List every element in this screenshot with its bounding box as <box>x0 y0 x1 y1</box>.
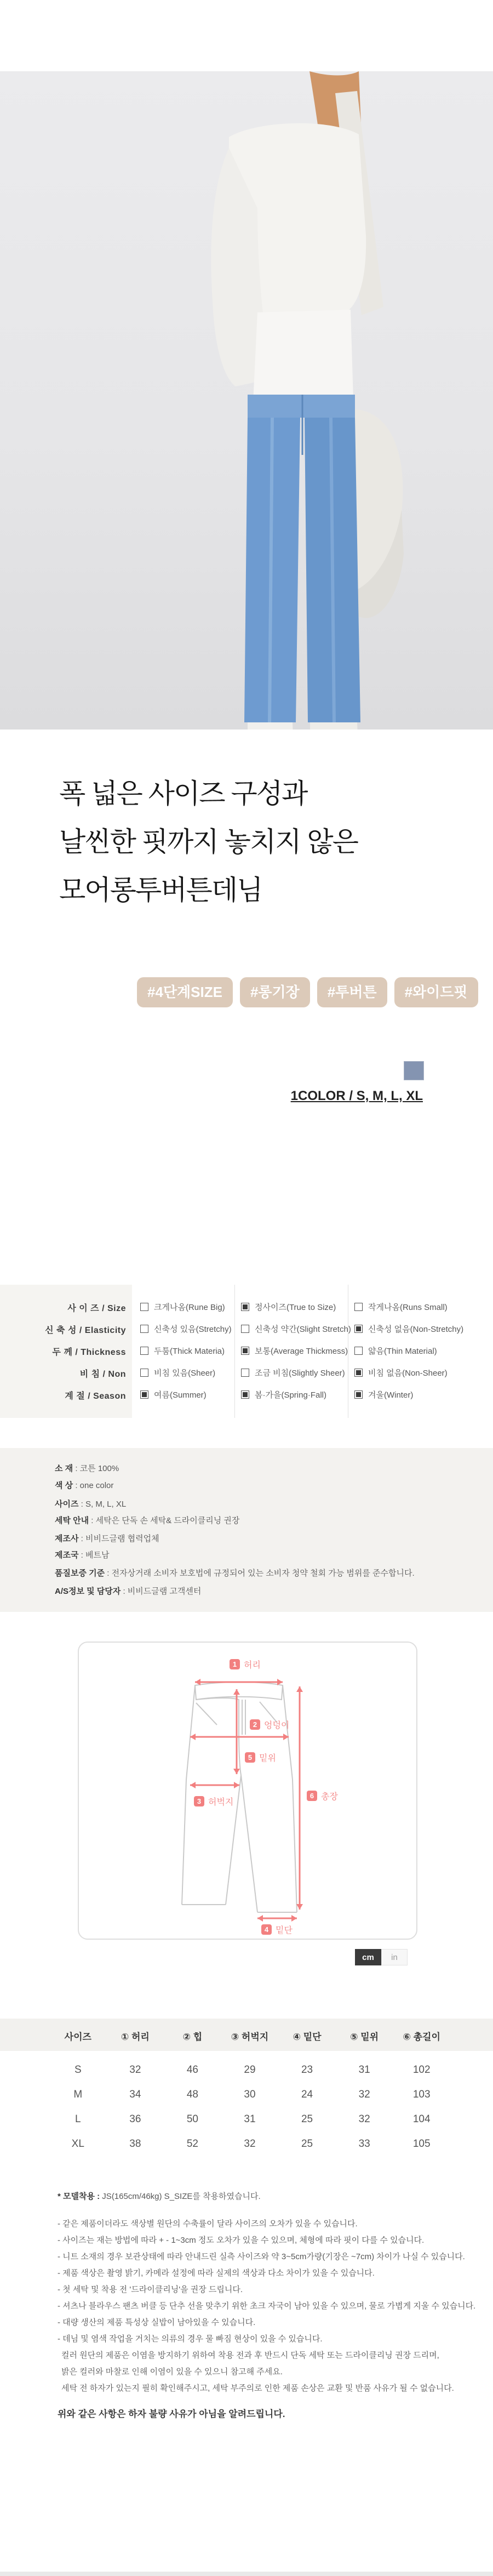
notice-line: - 니트 소재의 경우 보관상태에 따라 안내드린 실측 사이즈와 약 3~5cm가량(기장은 ~7cm) 차이가 나실 수 있습니다. <box>58 2252 465 2261</box>
checkbox-icon <box>140 1325 148 1333</box>
checkbox-icon <box>354 1325 363 1333</box>
product-title <box>59 770 454 914</box>
spec-option: 비침 있음(Sheer) <box>140 1367 215 1378</box>
info-material: 소 재 : 코튼 100% <box>55 1464 119 1473</box>
spec-option: 신축성 없음(Non-Stretchy) <box>354 1323 463 1335</box>
unit-toggle-in[interactable]: in <box>381 1949 408 1965</box>
spec-option: 정사이즈(True to Size) <box>241 1301 336 1313</box>
hashtag-badge-long: #롱기장 <box>240 977 310 1007</box>
info-as-contact: A/S정보 및 담당자 : 비비드글램 고객센터 <box>55 1587 202 1596</box>
final-disclaimer: 위와 같은 사항은 하자 불량 사유가 아님을 알려드립니다. <box>58 2409 285 2419</box>
hashtag-badge-size: #4단계SIZE <box>137 977 233 1007</box>
spec-row-label: 두 께 / Thickness <box>52 1348 126 1357</box>
product-title-line3: 모어롱투버튼데님 <box>59 875 262 905</box>
checkbox-icon <box>241 1347 249 1355</box>
spec-option: 신축성 약간(Slight Stretch) <box>241 1323 351 1335</box>
notice-line: 컬러 원단의 제품은 이염을 방지하기 위하여 착용 전과 후 반드시 단독 세탁 또는 드라이클리닝 권장 드리며, <box>61 2351 439 2360</box>
spec-row-label: 계 절 / Season <box>65 1392 126 1401</box>
info-country: 제조국 : 베트남 <box>55 1551 110 1560</box>
hashtag-badge-wide-fit: #와이드핏 <box>394 977 478 1007</box>
diagram-label-waist: 1 허리 <box>230 1658 261 1671</box>
checkbox-icon <box>241 1369 249 1377</box>
notice-line: - 셔츠나 블라우스 팬츠 버클 등 단추 선을 맞추기 위한 초크 자국이 남아 있을 수 있으며, 물로 가볍게 지울 수 있습니다. <box>58 2301 476 2311</box>
info-warranty: 품질보증 기준 : 전자상거래 소비자 보호법에 규정되어 있는 소비자 청약 철회 가능 범위를 준수합니다. <box>55 1569 415 1578</box>
checkbox-icon <box>140 1390 148 1399</box>
diagram-label-rise: 5 밑위 <box>245 1751 276 1764</box>
footer-divider-bar <box>0 2572 493 2576</box>
spec-row-label: 사 이 즈 / Size <box>67 1304 126 1313</box>
checkbox-icon <box>354 1303 363 1311</box>
diagram-label-thigh: 3 허벅지 <box>194 1795 233 1808</box>
spec-row-label: 신 축 성 / Elasticity <box>45 1326 126 1335</box>
checkbox-icon <box>354 1369 363 1377</box>
info-washing: 세탁 안내 : 세탁은 단독 손 세탁& 드라이클리닝 권장 <box>55 1516 240 1525</box>
spec-option: 비침 없음(Non-Sheer) <box>354 1367 448 1378</box>
size-chart-header-row: 사이즈 ① 허리 ② 힙 ③ 허벅지 ④ 밑단 ⑤ 밑위 ⑥ 총길이 <box>64 2032 440 2042</box>
checkbox-icon <box>241 1390 249 1399</box>
notice-line: 세탁 전 하자가 있는지 필히 확인해주시고, 세탁 부주의로 인한 제품 손상은 교환 및 반품 사유가 될 수 없습니다. <box>61 2384 454 2393</box>
spec-option: 크게나옴(Rune Big) <box>140 1301 225 1313</box>
checkbox-icon <box>140 1369 148 1377</box>
size-chart-row-m: M 34 48 30 24 32 103 <box>73 2089 431 2100</box>
color-swatch <box>404 1062 423 1080</box>
hashtag-badges <box>137 977 478 1007</box>
checkbox-icon <box>140 1347 148 1355</box>
checkbox-icon <box>354 1390 363 1399</box>
spec-row-elasticity <box>0 1323 493 1335</box>
info-color: 색 상 : one color <box>55 1481 114 1490</box>
diagram-label-hip: 2 엉덩이 <box>250 1718 289 1731</box>
spec-option: 작게나옴(Runs Small) <box>354 1301 448 1313</box>
notice-line: - 제품 색상은 촬영 밝기, 카메라 설정에 따라 실제의 색상과 다소 차이가 있을 수 있습니다. <box>58 2269 375 2278</box>
measurement-diagram <box>78 1642 417 1940</box>
notice-line: - 같은 제품이더라도 색상별 원단의 수축률이 달라 사이즈의 오차가 있을 수 있습니다. <box>58 2219 358 2229</box>
checkbox-icon <box>241 1325 249 1333</box>
hashtag-badge-two-button: #투버튼 <box>317 977 387 1007</box>
notice-line: - 대량 생산의 제품 특성상 실밥이 남아있을 수 있습니다. <box>58 2318 256 2327</box>
product-title-line1: 폭 넓은 사이즈 구성과 <box>59 778 307 809</box>
spec-option: 신축성 있음(Stretchy) <box>140 1323 232 1335</box>
size-chart-row-l: L 36 50 31 25 32 104 <box>74 2113 431 2125</box>
checkbox-icon <box>140 1303 148 1311</box>
spec-option: 여름(Summer) <box>140 1389 207 1400</box>
spec-row-thickness <box>0 1345 493 1357</box>
notice-line: - 첫 세탁 및 착용 전 '드라이클리닝'을 권장 드립니다. <box>58 2285 243 2294</box>
color-size-label: 1COLOR / S, M, L, XL <box>290 1088 423 1103</box>
spec-option: 두툼(Thick Materia) <box>140 1345 225 1357</box>
model-wearing-note: * 모델착용 : JS(165cm/46kg) S_SIZE를 착용하였습니다. <box>58 2192 261 2201</box>
product-photo-illustration <box>0 71 493 730</box>
spec-row-season <box>0 1389 493 1401</box>
product-photo <box>0 71 493 730</box>
product-title-line2: 날씬한 핏까지 놓치지 않은 <box>59 827 358 857</box>
size-chart-row-xl: XL 38 52 32 25 33 105 <box>71 2138 431 2150</box>
checkbox-icon <box>241 1303 249 1311</box>
diagram-label-hem: 4 밑단 <box>261 1923 293 1936</box>
checkbox-icon <box>354 1347 363 1355</box>
info-manufacturer: 제조사 : 비비드글램 협력업체 <box>55 1534 159 1543</box>
spec-row-sheer <box>0 1367 493 1379</box>
spec-row-size <box>0 1301 493 1313</box>
spec-option: 겨울(Winter) <box>354 1389 413 1400</box>
pants-outline-drawing <box>79 1643 416 1939</box>
diagram-label-length: 6 총장 <box>307 1789 338 1802</box>
spec-option: 보통(Average Thickmess) <box>241 1345 348 1357</box>
spec-row-label: 비 침 / Non <box>79 1370 126 1379</box>
notice-line: 밝은 컬러와 마찰로 인해 이염이 있을 수 있으니 참고해 주세요. <box>61 2367 283 2376</box>
spec-option: 봄·가을(Spring·Fall) <box>241 1389 326 1400</box>
notice-line: - 데님 및 염색 작업을 거치는 의류의 경우 물 빠짐 현상이 있을 수 있습니다. <box>58 2334 323 2344</box>
spec-option: 얇음(Thin Material) <box>354 1345 437 1357</box>
size-chart-row-s: S 32 46 29 23 31 102 <box>74 2064 431 2076</box>
spec-option: 조금 비침(Slightly Sheer) <box>241 1367 345 1378</box>
unit-toggle-cm[interactable]: cm <box>355 1949 381 1965</box>
info-size: 사이즈 : S, M, L, XL <box>55 1500 127 1509</box>
notice-line: - 사이즈는 재는 방법에 따라 + - 1~3cm 정도 오차가 있을 수 있으며, 체형에 따라 핏이 다를 수 있습니다. <box>58 2236 425 2245</box>
